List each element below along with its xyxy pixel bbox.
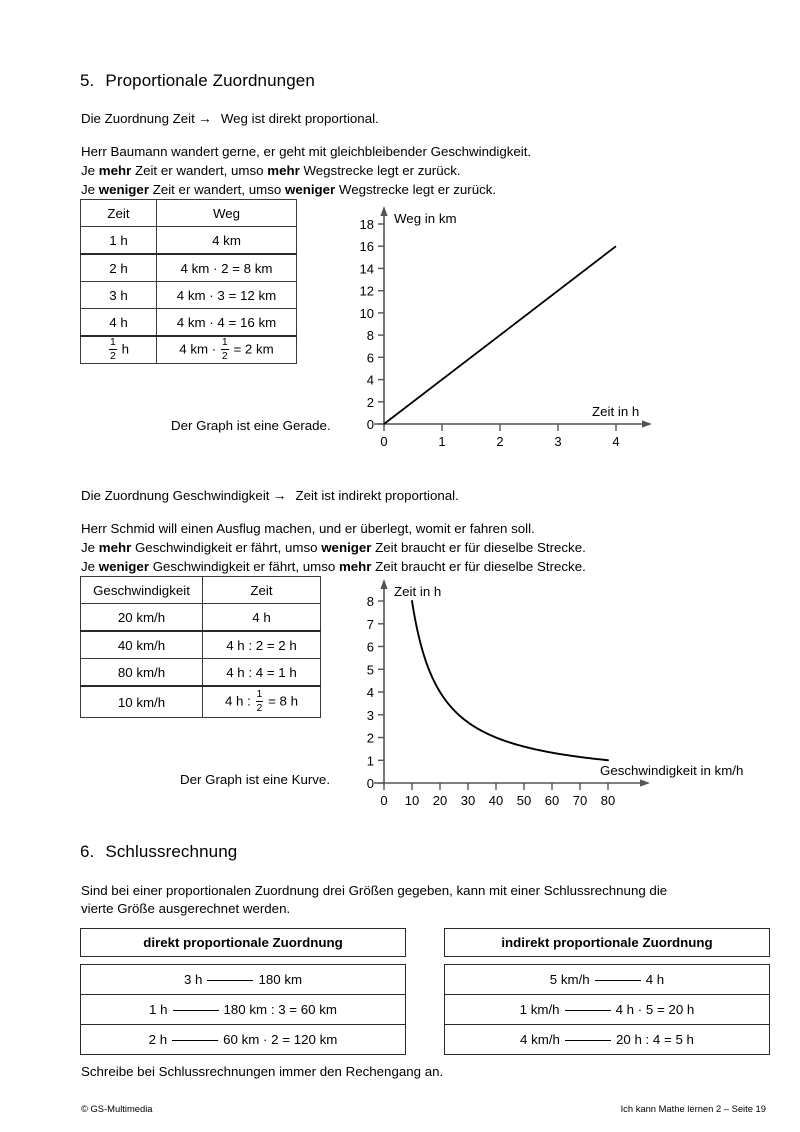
x-tick-30: 30: [460, 793, 476, 805]
section-5-intro: [81, 109, 379, 129]
table-header-row: [81, 577, 321, 604]
cell-zeit: 2 h: [81, 254, 157, 282]
x-tick-0: 0: [380, 793, 388, 805]
cell-speed: 20 km/h: [81, 604, 203, 632]
y-tick-2: 2: [366, 730, 374, 746]
table-row: [81, 282, 297, 309]
x-tick-60: 60: [544, 793, 560, 805]
text-fragment: Zeit er wandert, umso: [149, 182, 285, 197]
direct-proportional-svg: [352, 198, 682, 448]
emphasis-mehr: mehr: [338, 559, 372, 574]
section-5-number: 5.: [80, 71, 95, 90]
y-tick-10: 10: [359, 305, 374, 321]
table-row: [445, 1025, 770, 1055]
emphasis-weniger: weniger: [98, 182, 149, 197]
direct-proportional-chart: [352, 198, 682, 448]
fraction-suffix: = 2 km: [229, 341, 274, 357]
y-tick-18: 18: [359, 217, 374, 232]
text-fragment: Wegstrecke legt er zurück.: [299, 163, 461, 178]
calc-row-1: [81, 965, 406, 995]
x-axis-tick-labels: [380, 793, 615, 805]
y-tick-0: 0: [366, 776, 374, 791]
x-axis-title: Zeit in h: [592, 404, 640, 419]
x-tick-0: 0: [380, 434, 388, 448]
column-header-zeit: Zeit: [81, 200, 157, 227]
x-tick-1: 1: [438, 434, 446, 448]
text-fragment: Geschwindigkeit er fährt, umso: [149, 559, 339, 574]
y-tick-5: 5: [366, 662, 374, 678]
y-tick-16: 16: [359, 239, 374, 255]
x-axis-title: Geschwindigkeit in km/h: [600, 763, 744, 778]
column-header-zeit: Zeit: [203, 577, 321, 604]
calc-right-value: 4 h · 5 = 20 h: [615, 1002, 695, 1017]
inverse-proportional-svg: [352, 573, 772, 805]
footer-copyright: © GS-Multimedia: [81, 1103, 153, 1114]
cell-weg: 4 km · 4 = 16 km: [157, 309, 297, 337]
calc-left-value: 1 km/h: [519, 1002, 560, 1017]
fraction-numerator: 1: [110, 336, 116, 348]
blank-line: [173, 1010, 219, 1011]
x-tick-2: 2: [496, 434, 504, 448]
fraction-suffix: = 8 h: [264, 693, 299, 709]
text-fragment: Zeit er wandert, umso: [131, 163, 268, 178]
cell-time: 4 h : 4 = 1 h: [203, 659, 321, 687]
y-tick-8: 8: [366, 594, 374, 609]
column-header-geschwindigkeit: Geschwindigkeit: [81, 577, 203, 604]
text-fragment: Je: [81, 559, 99, 574]
section-6-title: Schlussrechnung: [105, 842, 238, 861]
x-tick-4: 4: [612, 434, 620, 448]
fraction-one-half: [256, 689, 264, 713]
text-fragment: Zeit braucht er für dieselbe Strecke.: [371, 540, 586, 555]
table-row: [81, 604, 321, 632]
section-5b-body-line-1: Herr Schmid will einen Ausflug machen, und er überlegt, womit er fahren soll.: [81, 521, 535, 536]
fraction-numerator: 1: [256, 688, 263, 700]
y-tick-6: 6: [366, 639, 374, 655]
inverse-proportional-chart: [352, 573, 772, 805]
calc-right-value: 4 h: [645, 972, 665, 987]
blank-line: [565, 1010, 611, 1011]
cell-weg-fraction: [157, 336, 297, 364]
section-6-heading: [80, 842, 237, 862]
blank-line: [565, 1040, 611, 1041]
x-tick-3: 3: [554, 434, 562, 448]
y-tick-0: 0: [366, 417, 374, 432]
footer-page-info: Ich kann Mathe lernen 2 – Seite 19: [620, 1103, 766, 1114]
cell-speed: 80 km/h: [81, 659, 203, 687]
table-row: [445, 995, 770, 1025]
cell-weg: 4 km: [157, 227, 297, 255]
calc-left-value: 1 h: [149, 1002, 168, 1017]
calc-left-value: 3 h: [183, 972, 203, 987]
fraction-denominator: 2: [110, 349, 116, 362]
graph-2-caption: Der Graph ist eine Kurve.: [180, 772, 331, 787]
section-6-number: 6.: [80, 842, 95, 861]
calc-left-value: 5 km/h: [549, 972, 590, 987]
text-fragment: Wegstrecke legt er zurück.: [335, 182, 497, 197]
fraction-denominator: 2: [221, 349, 228, 362]
y-axis-title: Weg in km: [394, 211, 457, 226]
y-tick-14: 14: [359, 261, 374, 277]
y-tick-4: 4: [366, 372, 374, 388]
y-axis-arrowhead: [380, 579, 387, 589]
y-tick-12: 12: [359, 283, 374, 299]
section-5-intro-pre: Die Zuordnung Zeit: [81, 111, 195, 126]
y-axis-ticks: [378, 224, 384, 424]
emphasis-weniger: weniger: [98, 559, 149, 574]
calc-right-value: 60 km · 2 = 120 km: [223, 1032, 338, 1047]
table-row: [81, 659, 321, 687]
column-header-weg: Weg: [157, 200, 297, 227]
calc-row-2: [81, 995, 406, 1025]
table-row: [81, 631, 321, 659]
table-row: [81, 1025, 406, 1055]
x-tick-40: 40: [488, 793, 504, 805]
blank-line: [595, 980, 641, 981]
cell-zeit-fraction: [81, 336, 157, 364]
cell-zeit: 3 h: [81, 282, 157, 309]
direkt-proportional-calc-table: [80, 964, 406, 1055]
x-tick-70: 70: [572, 793, 588, 805]
y-axis-ticks: [378, 601, 384, 783]
x-tick-20: 20: [432, 793, 448, 805]
text-fragment: Zeit braucht er für dieselbe Strecke.: [371, 559, 586, 574]
calc-row-1: [445, 965, 770, 995]
calc-row-3: [445, 1025, 770, 1055]
section-6-body-line-2: vierte Größe ausgerechnet werden.: [81, 901, 291, 916]
x-axis-tick-labels: [380, 434, 619, 448]
x-tick-50: 50: [516, 793, 532, 805]
fraction-one-half: [109, 337, 117, 361]
x-tick-10: 10: [404, 793, 420, 805]
emphasis-mehr: mehr: [98, 163, 132, 178]
calc-row-2: [445, 995, 770, 1025]
fraction-one-half: [221, 337, 229, 361]
y-axis-tick-labels: [360, 217, 374, 432]
y-axis-tick-labels: [367, 594, 374, 791]
section-5-body-line-3: [81, 180, 496, 200]
x-tick-80: 80: [600, 793, 616, 805]
table-row: [445, 965, 770, 995]
fraction-denominator: 2: [256, 701, 263, 714]
cell-weg: 4 km · 3 = 12 km: [157, 282, 297, 309]
calc-right-value: 180 km: [258, 972, 303, 987]
cell-time: 4 h: [203, 604, 321, 632]
indirekt-proportional-calc-table: [444, 964, 770, 1055]
fraction-prefix: 4 km ·: [179, 341, 220, 357]
emphasis-mehr: mehr: [98, 540, 132, 555]
text-fragment: Je: [81, 163, 99, 178]
y-tick-3: 3: [366, 707, 374, 723]
cell-time: 4 h : 2 = 2 h: [203, 631, 321, 659]
table-row: [81, 336, 297, 364]
graph-1-caption: Der Graph ist eine Gerade.: [171, 418, 331, 433]
table-header-row: [81, 200, 297, 227]
section-5-body-line-1: Herr Baumann wandert gerne, er geht mit gleichbleibender Geschwindigkeit.: [81, 144, 532, 159]
text-fragment: Je: [81, 182, 99, 197]
calc-row-3: [81, 1025, 406, 1055]
emphasis-weniger: weniger: [284, 182, 336, 197]
section-5-body-line-2: [81, 161, 461, 181]
cell-zeit: 1 h: [81, 227, 157, 255]
fraction-suffix: h: [117, 341, 129, 357]
geschwindigkeit-zeit-table: [80, 576, 321, 718]
y-tick-8: 8: [366, 328, 374, 344]
section-5b-intro-pre: Die Zuordnung Geschwindigkeit: [81, 488, 270, 503]
x-axis-arrowhead: [640, 779, 650, 786]
arrow-right-icon: →: [272, 487, 287, 503]
table-row: [81, 227, 297, 255]
calc-left-value: 4 km/h: [520, 1032, 560, 1047]
table-row: [81, 965, 406, 995]
section-5-intro-post: Weg ist direkt proportional.: [220, 111, 379, 126]
y-tick-4: 4: [366, 685, 374, 700]
data-series-line: [384, 246, 616, 424]
y-axis-title: Zeit in h: [394, 584, 442, 599]
y-tick-1: 1: [366, 753, 374, 769]
blank-line: [207, 980, 253, 981]
table-row: [81, 686, 321, 718]
text-fragment: Geschwindigkeit er fährt, umso: [131, 540, 322, 555]
cell-speed: 40 km/h: [81, 631, 203, 659]
arrow-right-icon: →: [197, 110, 212, 126]
fraction-numerator: 1: [221, 336, 228, 348]
cell-weg: 4 km · 2 = 8 km: [157, 254, 297, 282]
fraction-prefix: 4 h :: [224, 693, 255, 709]
blank-line: [172, 1040, 218, 1041]
calc-right-value: 180 km : 3 = 60 km: [223, 1002, 337, 1017]
x-axis-arrowhead: [642, 420, 652, 427]
table-row: [81, 995, 406, 1025]
zeit-weg-table: [80, 199, 297, 364]
closing-note: Schreibe bei Schlussrechnungen immer den Rechengang an.: [81, 1064, 444, 1079]
section-5b-intro: [81, 486, 459, 506]
section-6-body-line-1: Sind bei einer proportionalen Zuordnung drei Größen gegeben, kann mit einer Schlussrechnung die: [81, 883, 668, 898]
data-series-curve: [412, 601, 608, 760]
calc-right-value: 20 h : 4 = 5 h: [615, 1032, 694, 1047]
emphasis-weniger: weniger: [321, 540, 372, 555]
section-5-heading: [80, 71, 315, 91]
cell-time-fraction: [203, 686, 321, 718]
x-axis-ticks: [384, 424, 616, 431]
calc-left-value: 2 h: [148, 1032, 168, 1047]
text-fragment: Je: [81, 540, 99, 555]
cell-speed: 10 km/h: [81, 686, 203, 718]
section-5b-intro-post: Zeit ist indirekt proportional.: [295, 488, 459, 503]
y-tick-7: 7: [366, 616, 374, 632]
cell-zeit: 4 h: [81, 309, 157, 337]
x-axis-ticks: [384, 783, 608, 790]
y-tick-2: 2: [366, 394, 374, 410]
section-5-title: Proportionale Zuordnungen: [105, 71, 315, 90]
table-row: [81, 309, 297, 337]
emphasis-mehr: mehr: [267, 163, 300, 178]
y-tick-6: 6: [366, 350, 374, 366]
section-5b-body-line-2: [81, 538, 586, 558]
indirekt-proportional-header-box: indirekt proportionale Zuordnung: [444, 928, 770, 957]
table-row: [81, 254, 297, 282]
y-axis-arrowhead: [380, 206, 387, 216]
direkt-proportional-header-box: direkt proportionale Zuordnung: [80, 928, 406, 957]
